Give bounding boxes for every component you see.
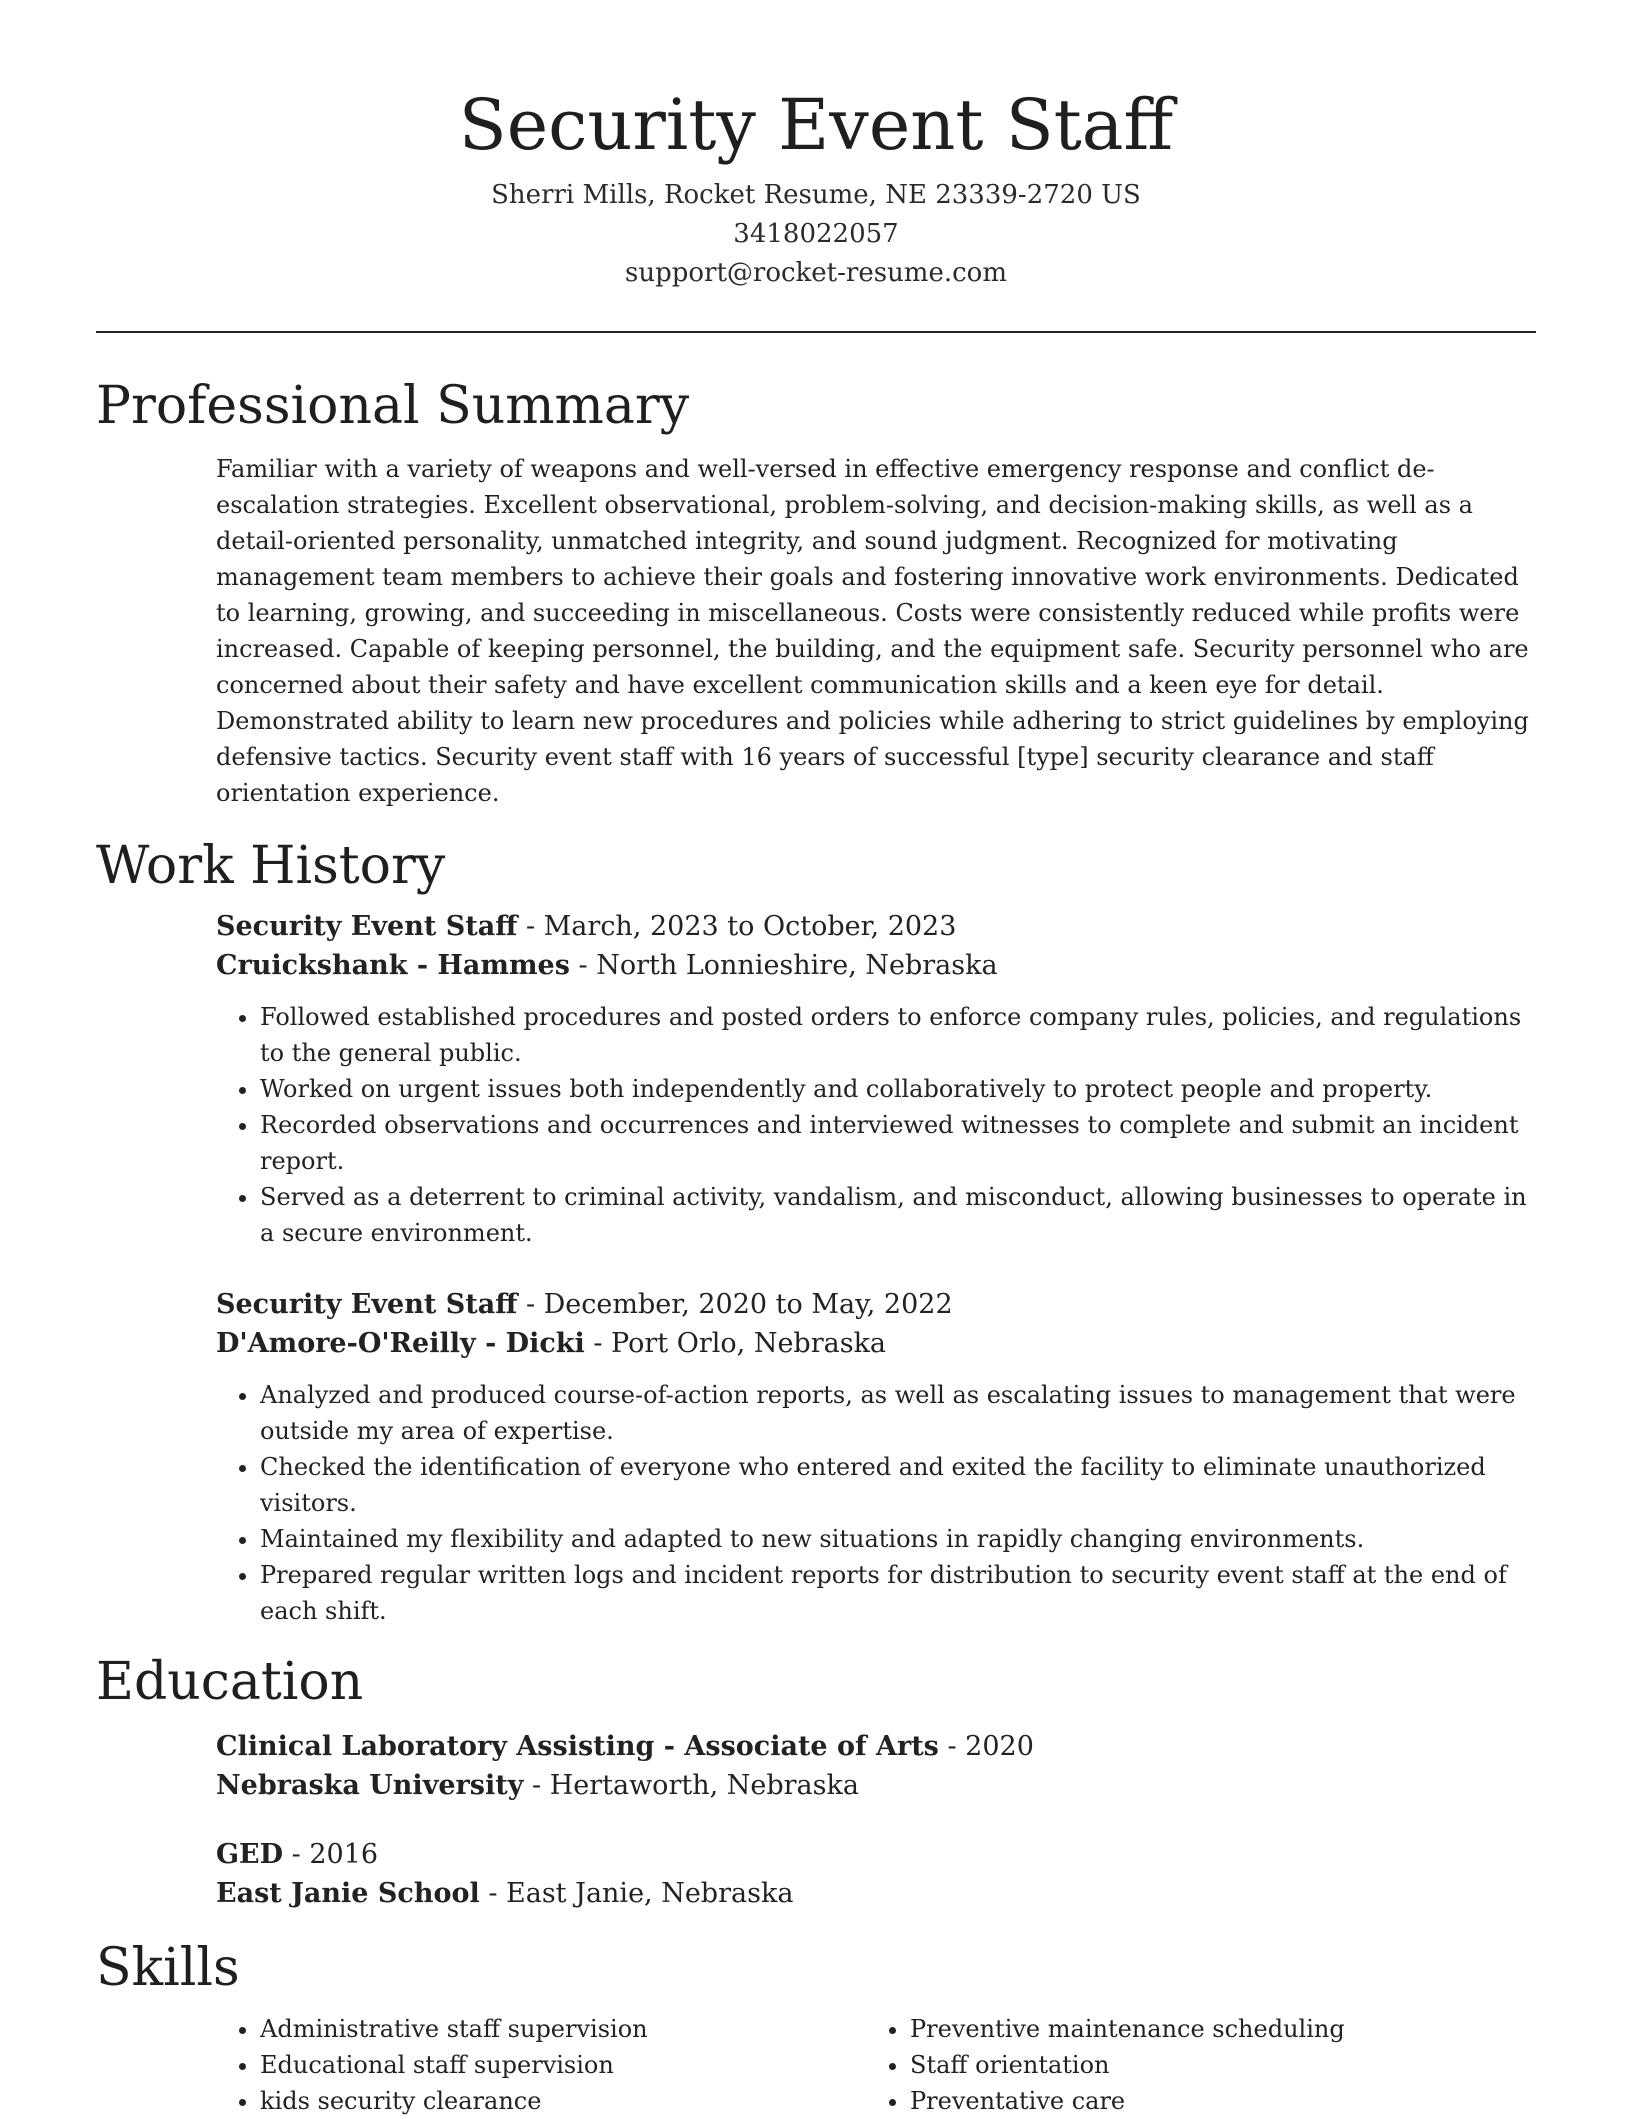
header-divider	[96, 331, 1536, 333]
job-bullet: • Checked the identification of everyone who entered and exited the facility to eliminate unauthorized visitors.	[260, 1449, 1541, 1521]
education-location: - East Janie, Nebraska	[479, 1878, 794, 1909]
education-school-line	[216, 1874, 1541, 1913]
job-entry	[216, 907, 1541, 1251]
contact-phone: 3418022057	[733, 219, 899, 249]
education-location: - Hertaworth, Nebraska	[523, 1770, 859, 1801]
job-company-line	[216, 1324, 1541, 1363]
job-company: D'Amore-O'Reilly - Dicki	[216, 1328, 585, 1359]
job-entry	[216, 1285, 1541, 1629]
skill-item: • Preventative care	[910, 2083, 1516, 2119]
job-bullet: • Worked on urgent issues both independently and collaboratively to protect people and property.	[260, 1071, 1541, 1107]
education-section	[96, 1649, 1536, 1913]
section-title-work: Work History	[96, 836, 446, 896]
skills-list-left	[216, 2011, 866, 2119]
resume-name: Security Event Staff	[458, 84, 1174, 166]
education-school: Nebraska University	[216, 1770, 524, 1801]
education-degree-line	[216, 1835, 1541, 1874]
skill-item: • Preventive maintenance scheduling	[910, 2011, 1516, 2047]
job-dates: - March, 2023 to October, 2023	[517, 911, 957, 942]
skills-grid	[216, 2011, 1541, 2119]
job-title-line	[216, 907, 1541, 946]
skills-section	[96, 1935, 1536, 2119]
skills-list-right	[866, 2011, 1516, 2119]
section-title-skills: Skills	[96, 1938, 240, 1998]
job-bullet: • Analyzed and produced course-of-action reports, as well as escalating issues to management that were outside my area of expertise.	[260, 1377, 1541, 1449]
job-location: - North Lonnieshire, Nebraska	[569, 950, 998, 981]
work-section	[96, 833, 1536, 1629]
job-bullets	[216, 999, 1541, 1251]
job-position: Security Event Staff	[216, 1289, 518, 1320]
summary-section	[96, 373, 1536, 811]
education-year: - 2016	[283, 1839, 379, 1870]
job-position: Security Event Staff	[216, 911, 518, 942]
skill-item: • kids security clearance	[260, 2083, 866, 2119]
job-bullet: • Prepared regular written logs and incident reports for distribution to security event staff at the end of each shift.	[260, 1557, 1541, 1629]
resume-header	[96, 0, 1536, 293]
education-school-line	[216, 1766, 1541, 1805]
education-entry	[216, 1727, 1541, 1805]
education-degree: Clinical Laboratory Assisting - Associate of Arts	[216, 1731, 939, 1762]
education-degree: GED	[216, 1839, 284, 1870]
job-bullet: • Served as a deterrent to criminal activity, vandalism, and misconduct, allowing businesses to operate in a secure environment.	[260, 1179, 1541, 1251]
education-degree-line	[216, 1727, 1541, 1766]
summary-text: Familiar with a variety of weapons and well-versed in effective emergency response and conflict de-escalation strategies. Excellent observational, problem-solving, and decision-making skills, as well as a detail-oriented personality, unmatched integrity, and sound judgment. Recognized for motivating management team members to achieve their goals and fostering innovative work environments. Dedicated to learning, growing, and succeeding in miscellaneous. Costs were consistently reduced while profits were increased. Capable of keeping personnel, the building, and the equipment safe. Security personnel who are concerned about their safety and have excellent communication skills and a keen eye for detail. Demonstrated ability to learn new procedures and policies while adhering to strict guidelines by employing defensive tactics. Security event staff with 16 years of successful [type] security clearance and staff orientation experience.	[216, 455, 1529, 807]
job-bullet: • Followed established procedures and posted orders to enforce company rules, policies, and regulations to the general public.	[260, 999, 1541, 1071]
resume-page	[96, 0, 1536, 2119]
skills-column-left	[216, 2011, 866, 2119]
education-year: - 2020	[938, 1731, 1034, 1762]
skills-column-right	[866, 2011, 1516, 2119]
skill-item: • Administrative staff supervision	[260, 2011, 866, 2047]
section-title-summary: Professional Summary	[96, 376, 690, 436]
job-location: - Port Orlo, Nebraska	[584, 1328, 887, 1359]
job-company: Cruickshank - Hammes	[216, 950, 570, 981]
education-school: East Janie School	[216, 1878, 480, 1909]
job-company-line	[216, 946, 1541, 985]
job-bullet: • Maintained my flexibility and adapted to new situations in rapidly changing environments.	[260, 1521, 1541, 1557]
job-title-line	[216, 1285, 1541, 1324]
skill-item: • Educational staff supervision	[260, 2047, 866, 2083]
contact-address: Sherri Mills, Rocket Resume, NE 23339-2720 US	[491, 180, 1141, 210]
contact-block	[96, 176, 1536, 293]
education-entry	[216, 1835, 1541, 1913]
job-dates: - December, 2020 to May, 2022	[517, 1289, 953, 1320]
job-bullet: • Recorded observations and occurrences and interviewed witnesses to complete and submit an incident report.	[260, 1107, 1541, 1179]
contact-email[interactable]: support@rocket-resume.com	[624, 258, 1007, 288]
section-title-education: Education	[96, 1652, 364, 1712]
skill-item: • Staff orientation	[910, 2047, 1516, 2083]
job-bullets	[216, 1377, 1541, 1629]
